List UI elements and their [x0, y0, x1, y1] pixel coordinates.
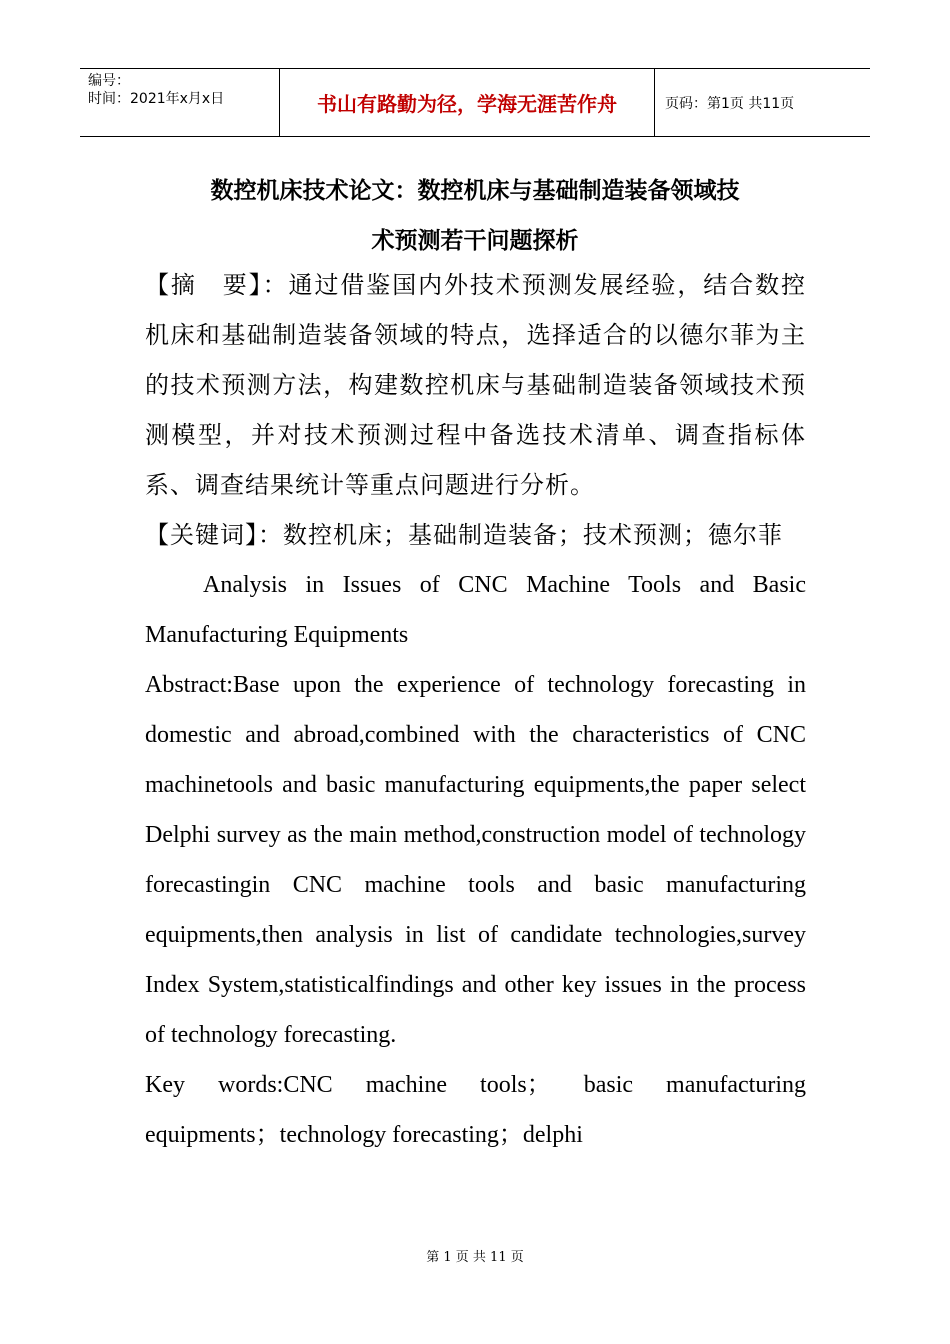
page-header [80, 68, 870, 137]
header-motto: 书山有路勤为径，学海无涯苦作舟 [280, 69, 655, 136]
document-title-line2: 术预测若干问题探析 [371, 228, 579, 254]
title-en: Analysis in Issues of CNC Machine Tools and Basic Manufacturing Equipments [145, 572, 806, 648]
header-meta [80, 69, 280, 136]
keywords-cn: 【关键词】：数控机床；基础制造装备；技术预测；德尔菲 [145, 521, 783, 549]
time-label: 时间：2021年x月x日 [88, 91, 225, 107]
abstract-en: Abstract:Base upon the experience of technology forecasting in domestic and abroad,combined with the characteristics of CNC machinetools and basic manufacturing equipments,the paper select Delphi survey as the main method,construction model of technology forecastingin CNC machine tools and basic manufacturing equipments,then analysis in list of candidate technologies,survey Index System,statisticalfindings and other key issues in the process of technology forecasting. [145, 672, 806, 1048]
header-page-info: 页码：第1页 共11页 [665, 95, 795, 112]
document-title-line1: 数控机床技术论文：数控机床与基础制造装备领域技 [210, 178, 740, 204]
page-footer: 第 1 页 共 11 页 [426, 1250, 524, 1265]
document-body [145, 260, 806, 1160]
number-label: 编号： [88, 73, 130, 89]
abstract-cn: 【摘 要】：通过借鉴国内外技术预测发展经验，结合数控机床和基础制造装备领域的特点，选择适合的以德尔菲为主的技术预测方法，构建数控机床与基础制造装备领域技术预测模型，并对技术预测过程中备选技术清单、调查指标体系、调查结果统计等重点问题进行分析。 [145, 271, 806, 499]
keywords-en: Key words:CNC machine tools； basic manufacturing equipments；technology forecasting；delphi [145, 1072, 806, 1148]
